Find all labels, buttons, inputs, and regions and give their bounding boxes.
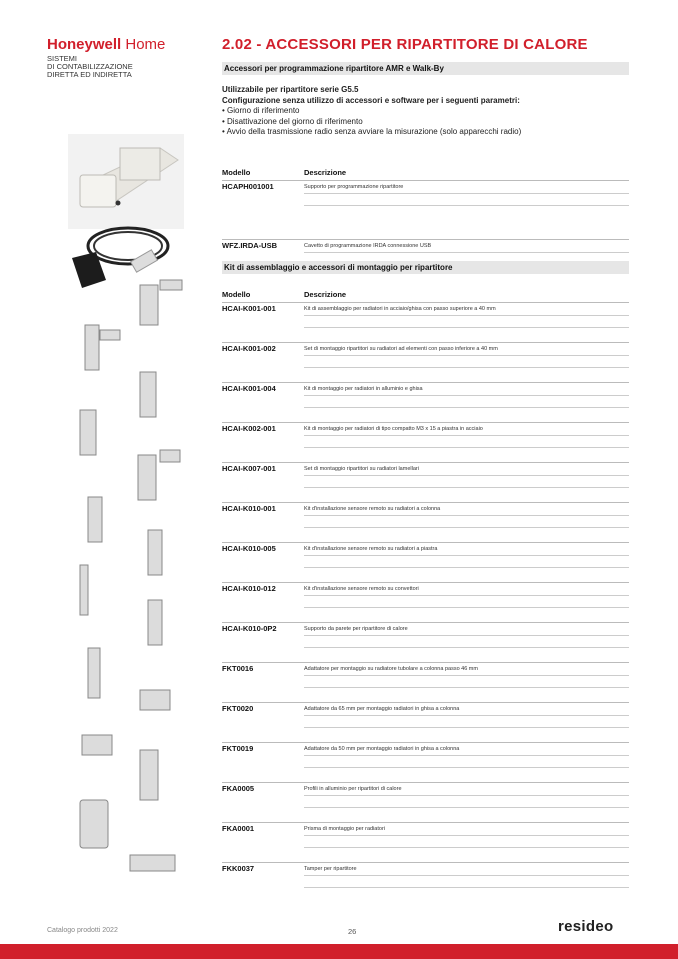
table-row [222,702,629,742]
model-code: HCAI-K001-001 [222,304,276,313]
irda-usb-cable-image [72,228,168,288]
table-row [222,542,629,582]
model-code: FKT0019 [222,744,254,753]
model-code: FKT0016 [222,664,254,673]
model-code: HCAI-K001-002 [222,344,276,353]
table-row [222,462,629,502]
table-row [222,742,629,782]
product-images [0,0,200,900]
table-row [222,502,629,542]
model-description: Set di montaggio ripartitori su radiatori lamellari [304,466,419,472]
model-code: FKA0001 [222,824,255,833]
footer-catalog: Catalogo prodotti 2022 [47,927,118,934]
model-description: Kit di assemblaggio per radiatori in acciaio/ghisa con passo superiore a 40 mm [304,306,496,312]
model-code: FKT0020 [222,704,254,713]
table-header: Modello Descrizione [222,168,347,177]
model-code: HCAI-K010-001 [222,504,276,513]
table-row [222,862,629,902]
section-heading-programming: Accessori per programmazione ripartitore AMR e Walk-By [222,62,629,75]
model-description: Kit d'installazione sensore remoto su convettori [304,586,419,592]
table-row [222,342,629,382]
table-row: HCAPH001001 Supporto per programmazione ripartitore [222,180,629,239]
model-description: Supporto da parete per ripartitore di calore [304,626,408,632]
model-description: Adattatore da 50 mm per montaggio radiatori in ghisa a colonna [304,746,460,752]
model-description: Kit d'installazione sensore remoto su radiatori a piastra [304,546,438,552]
page-title: 2.02 - ACCESSORI PER RIPARTITORE DI CALORE [222,36,588,53]
mounting-kits-table [222,290,629,902]
table-row [222,302,629,342]
brand-subtitle: SISTEMI DI CONTABILIZZAZIONE DIRETTA ED INDIRETTA [47,54,133,79]
model-description: Set di montaggio ripartitori su radiatori ad elementi con passo inferiore a 40 mm [304,346,498,352]
model-code: HCAI-K001-004 [222,384,276,393]
model-description: Kit di montaggio per radiatori in alluminio e ghisa [304,386,423,392]
section-heading-mounting: Kit di assemblaggio e accessori di montaggio per ripartitore [222,261,629,274]
table-row [222,422,629,462]
model-description: Profili in alluminio per ripartitori di calore [304,786,402,792]
model-code: HCAI-K010-012 [222,584,276,593]
table-row [222,622,629,662]
resideo-logo: resideo [558,918,614,935]
table-row [222,782,629,822]
intro-text: Utilizzabile per ripartitore serie G5.5 Configurazione senza utilizzo di accessori e software per i seguenti parametri: • Giorno di riferimento • Disattivazione del giorno di riferimento • Avvio della trasmissione radio senza avviare la misurazione (solo apparecchi radio) [222,85,522,136]
programming-support-image [68,134,184,229]
honeywell-home-logo: Honeywell Home [47,36,166,53]
model-description: Adattatore per montaggio su radiatore tubolare a colonna passo 46 mm [304,666,478,672]
programming-accessories-table [222,168,629,262]
table-row [222,662,629,702]
model-code: FKK0037 [222,864,255,873]
footer-red-bar [0,944,678,959]
table-header: Modello Descrizione [222,290,347,299]
model-description: Kit d'installazione sensore remoto su radiatori a colonna [304,506,441,512]
table-row [222,382,629,422]
table-row [222,822,629,862]
model-description: Adattatore da 65 mm per montaggio radiatori in ghisa a colonna [304,706,460,712]
model-code: HCAI-K007-001 [222,464,276,473]
model-code: HCAI-K002-001 [222,424,276,433]
model-description: Tamper per ripartitore [304,866,357,872]
model-description: Prisma di montaggio per radiatori [304,826,386,832]
table-row: WFZ.IRDA-USB Cavetto di programmazione IRDA connessione USB [222,239,629,262]
model-description: Kit di montaggio per radiatori di tipo compatto M3 x 15 a piastra in acciaio [304,426,483,432]
model-code: FKA0005 [222,784,255,793]
table-row [222,582,629,622]
model-code: HCAI-K010-005 [222,544,276,553]
mounting-kit-images [80,280,182,871]
model-code: HCAI-K010-0P2 [222,624,277,633]
page-number: 26 [348,927,357,936]
